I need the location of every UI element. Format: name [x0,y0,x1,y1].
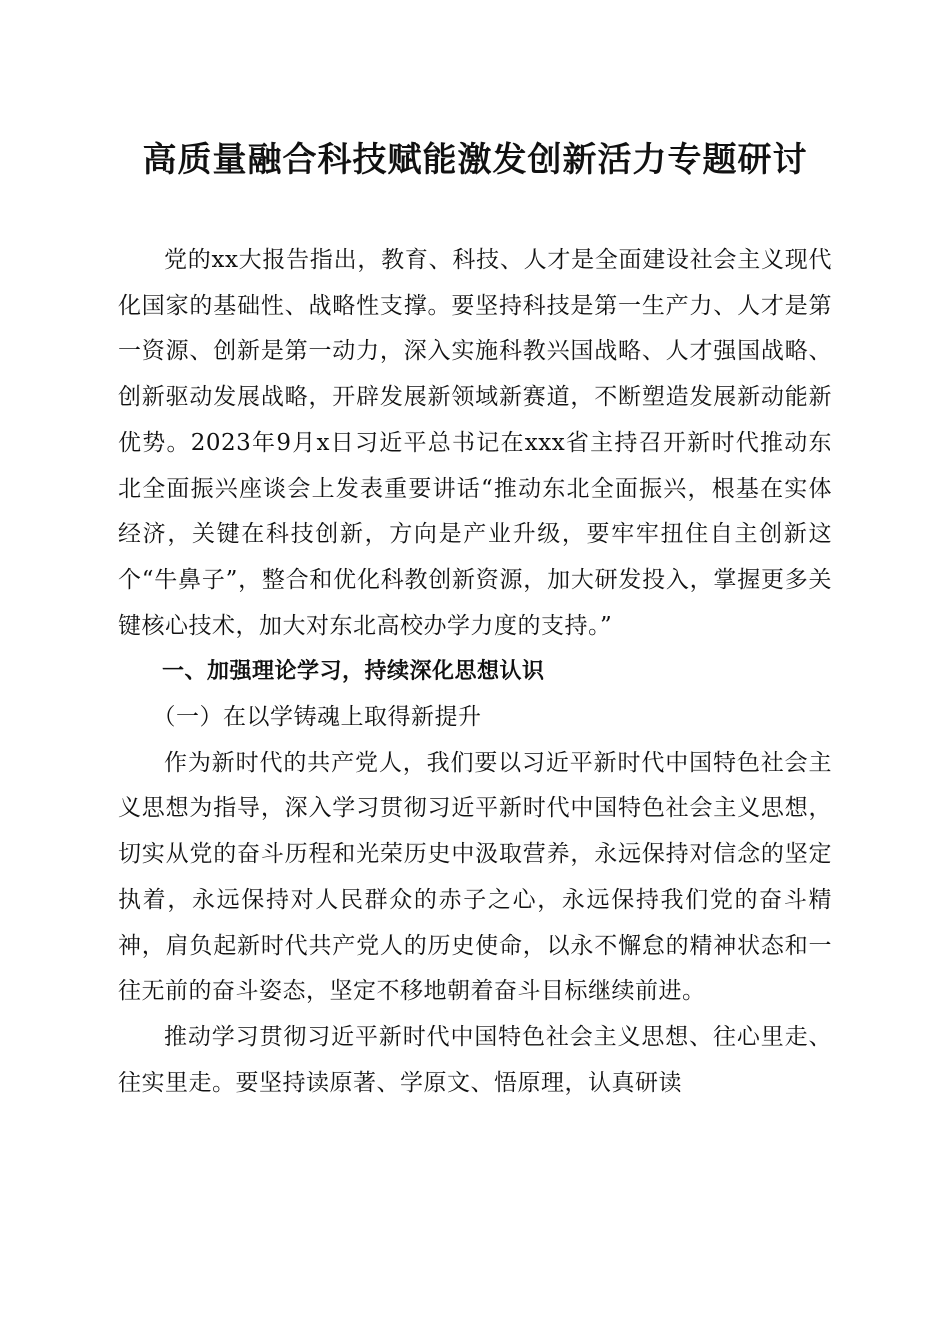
document-body [118,238,832,1106]
document-title: 高质量融合科技赋能激发创新活力专题研讨 [142,140,808,180]
body-paragraph-1: 作为新时代的共产党人，我们要以习近平新时代中国特色社会主义思想为指导，深入学习贯彻习近平新时代中国特色社会主义思想，切实从党的奋斗历程和光荣历史中汲取营养，永远保持对信念的坚定执着，永远保持对人民群众的赤子之心，永远保持我们党的奋斗精神，肩负起新时代共产党人的历史使命，以永不懈怠的精神状态和一往无前的奋斗姿态，坚定不移地朝着奋斗目标继续前进。 [118,749,832,1005]
section-heading-1: 一、加强理论学习，持续深化思想认识 [162,659,545,685]
subsection-heading-1: （一）在以学铸魂上取得新提升 [152,704,482,731]
body-paragraph-2: 推动学习贯彻习近平新时代中国特色社会主义思想、往心里走、往实里走。要坚持读原著、学原文、悟原理，认真研读 [118,1023,832,1096]
intro-paragraph: 党的xx大报告指出，教育、科技、人才是全面建设社会主义现代化国家的基础性、战略性支撑。要坚持科技是第一生产力、人才是第一资源、创新是第一动力，深入实施科教兴国战略、人才强国战略、创新驱动发展战略，开辟发展新领域新赛道，不断塑造发展新动能新优势。2023年9月x日习近平总书记在xxx省主持召开新时代推动东北全面振兴座谈会上发表重要讲话“推动东北全面振兴，根基在实体经济，关键在科技创新，方向是产业升级，要牢牢扭住自主创新这个“牛鼻子”，整合和优化科教创新资源，加大研发投入，掌握更多关键核心技术，加大对东北高校办学力度的支持。” [118,247,832,639]
